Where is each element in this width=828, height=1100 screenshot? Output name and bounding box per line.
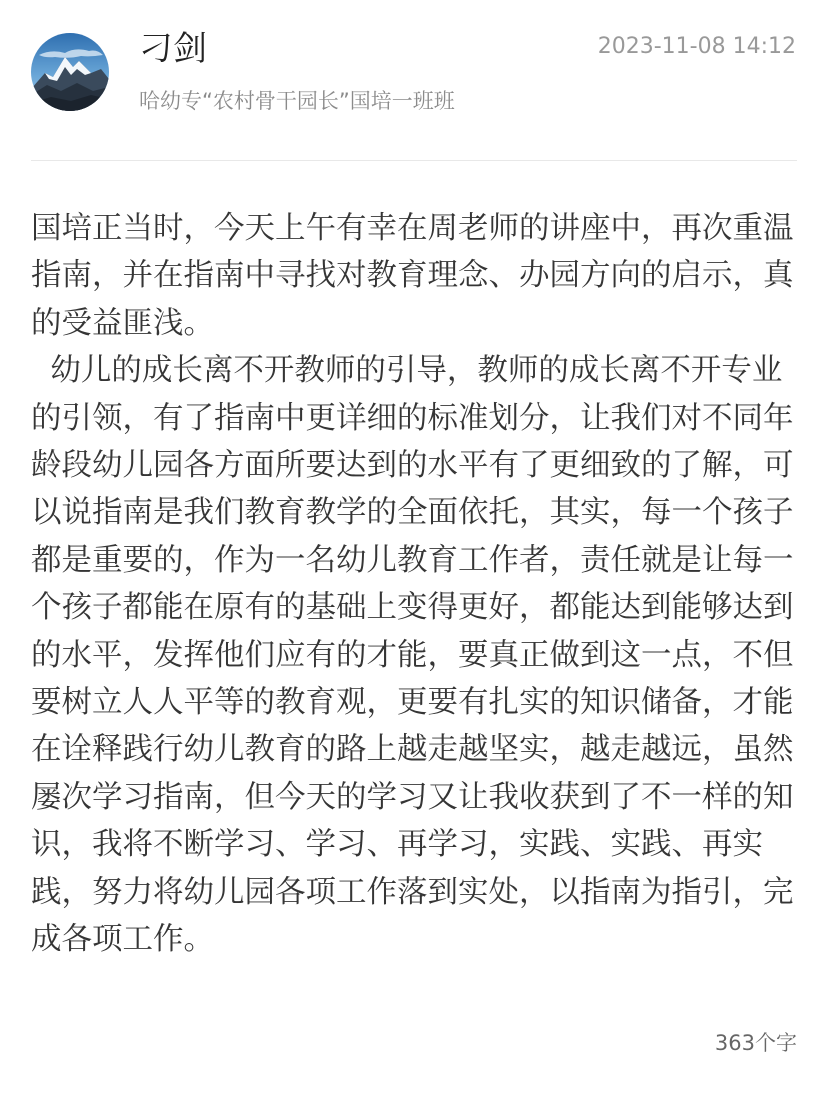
header-divider (31, 160, 797, 161)
post-header (0, 0, 828, 162)
mountain-avatar-icon (31, 33, 109, 111)
author-name[interactable]: 刁剑 (139, 29, 207, 69)
word-count: 363个字 (714, 1031, 797, 1055)
group-name[interactable]: 哈幼专“农村骨干园长”国培一班班 (139, 89, 455, 113)
author-avatar[interactable] (31, 33, 109, 111)
content-paragraph: 国培正当时，今天上午有幸在周老师的讲座中，再次重温指南，并在指南中寻找对教育理念、办园方向的启示，真的受益匪浅。 (31, 211, 794, 341)
post-timestamp: 2023-11-08 14:12 (597, 34, 796, 59)
content-paragraph: 幼儿的成长离不开教师的引导，教师的成长离不开专业的引领，有了指南中更详细的标准划分，让我们对不同年龄段幼儿园各方面所要达到的水平有了更细致的了解，可以说指南是我们教育教学的全面依托，其实，每一个孩子都是重要的，作为一名幼儿教育工作者，责任就是让每一个孩子都能在原有的基础上变得更好，都能达到能够达到的水平，发挥他们应有的才能，要真正做到这一点，不但要树立人人平等的教育观，更要有扎实的知识储备，才能在诠释践行幼儿教育的路上越走越坚实，越走越远，虽然屡次学习指南，但今天的学习又让我收获到了不一样的知识，我将不断学习、学习、再学习，实践、实践、再实践，努力将幼儿园各项工作落到实处，以指南为指引，完成各项工作。 (31, 353, 794, 958)
post-content (31, 205, 799, 964)
